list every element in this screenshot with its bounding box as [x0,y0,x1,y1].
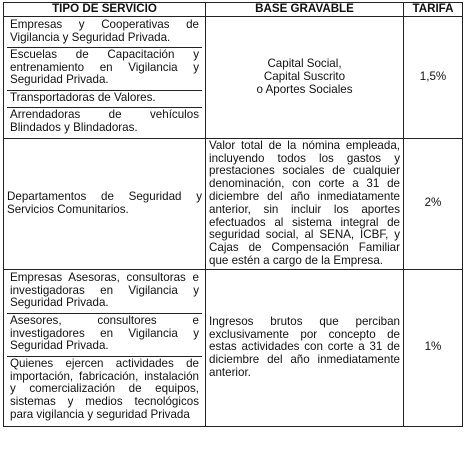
rate-cell: 1% [404,269,463,426]
header-tax-base: BASE GRAVABLE [206,3,404,17]
service-item: Departamentos de Seguridad y Servicios Comunitarios. [4,138,206,269]
service-list-cell [4,16,206,138]
tax-base-cell: Valor total de la nómina empleada, incluyendo todos los gastos y prestaciones sociales de cualquier denominación, con corte a 31 de diciembre del año inmediatamente anterior, sin incluir los aportes efectuados al sistema integral de seguridad social, al SENA, ICBF, y Cajas de Compensación Familiar que estén a cargo de la Empresa. [206,138,404,269]
service-item: Arrendadoras de vehículos Blindados y Blindadoras. [10,107,199,134]
table-row [4,138,463,269]
header-service-type: TIPO DE SERVICIO [4,3,206,17]
header-rate: TARIFA [404,3,463,17]
service-item: Empresas Asesoras, consultoras e investigadoras en Vigilancia y Seguridad Privada. [7,271,202,314]
header-row [4,3,463,17]
service-list-cell [4,269,206,426]
tax-base-cell [206,16,404,138]
tax-base-line: o Aportes Sociales [256,82,353,96]
tax-base-line: Capital Social, [267,57,342,71]
table-row [4,269,463,426]
service-item: Escuelas de Capacitación y entrenamiento en Vigilancia y Seguridad Privada. [7,47,202,90]
security-fee-table [3,2,463,427]
service-item: Asesores, consultores e investigadores en Vigilancia y Seguridad Privada. [7,313,202,356]
rate-cell: 1,5% [404,16,463,138]
service-item: Empresas y Cooperativas de Vigilancia y Seguridad Privada. [7,18,202,48]
service-item: Transportadoras de Valores. [7,90,202,107]
service-list [7,18,202,137]
rate-cell: 2% [404,138,463,269]
table-row [4,16,463,138]
service-item: Quienes ejercen actividades de importación, fabricación, instalación y comercialización de equipos, sistemas y medios tecnológicos para vigilancia y seguridad Privada [10,356,199,421]
service-list [7,271,202,425]
tax-base-cell: Ingresos brutos que perciban exclusivamente por concepto de estas actividades con corte a 31 de diciembre del año inmediatamente anterior. [206,269,404,426]
tax-base-line: Capital Suscrito [263,69,346,83]
